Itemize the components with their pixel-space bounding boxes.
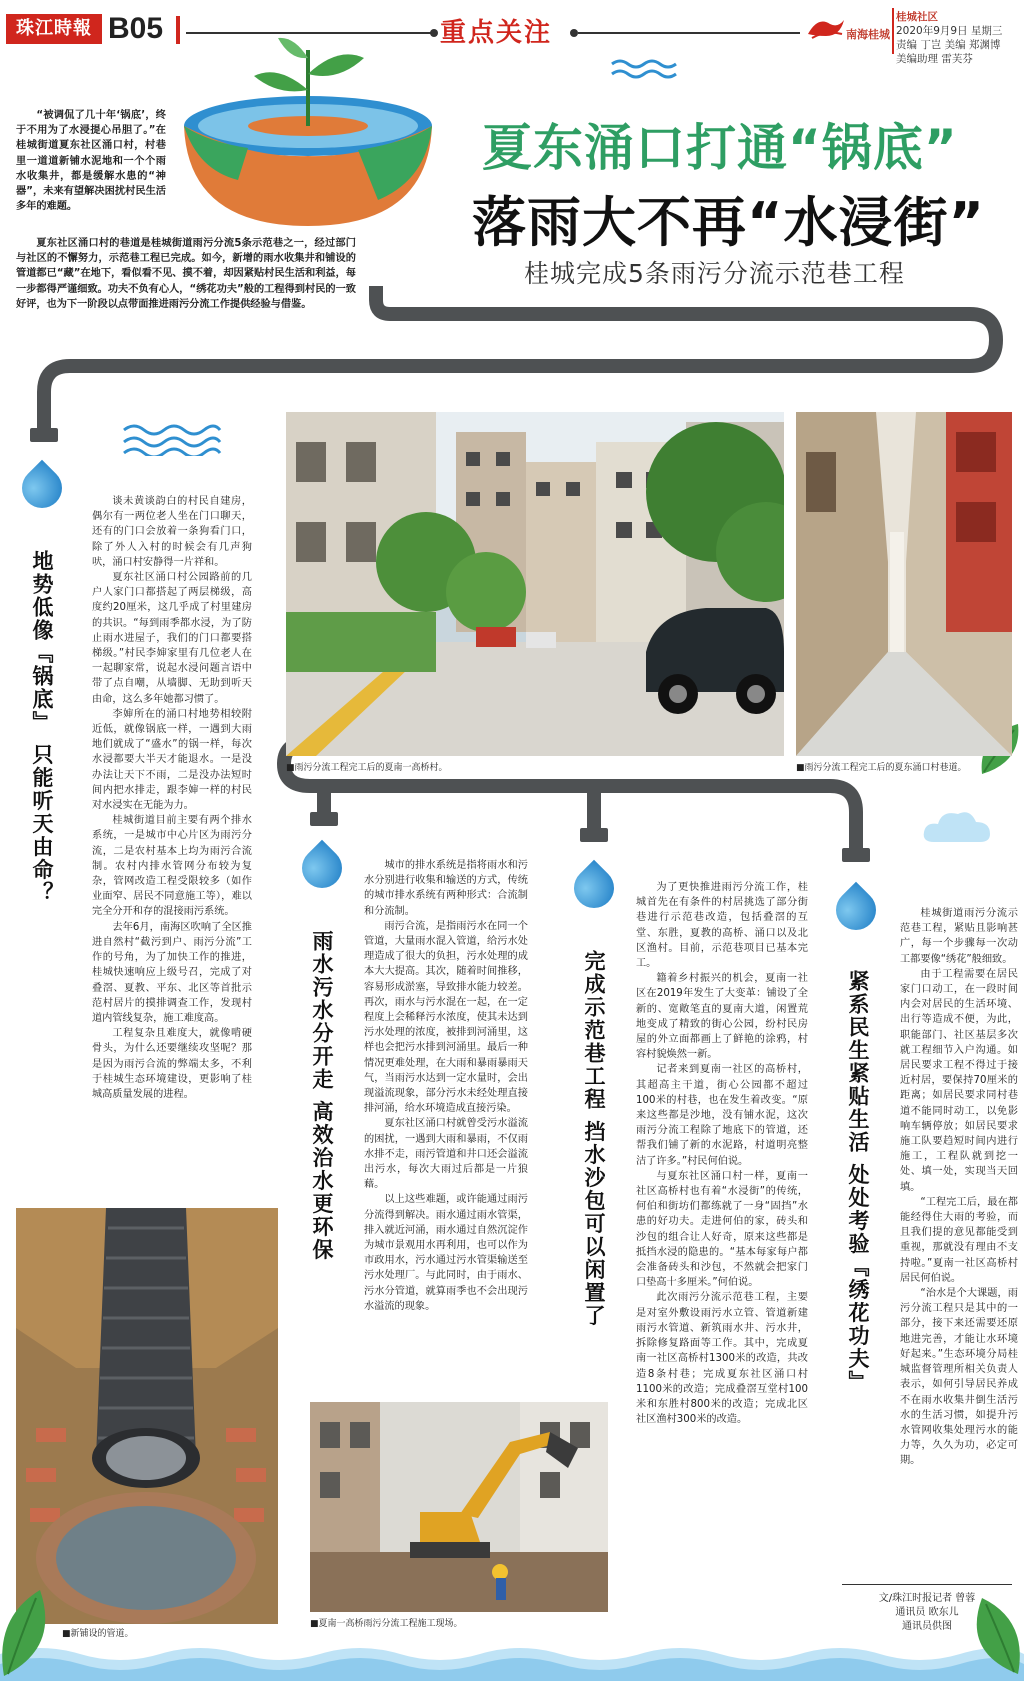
section-2-paragraph: 夏东社区涌口村就曾受污水溢流的困扰，一遇到大雨和暴雨，不仅雨水排不走，雨污管道和井口还会溢流出污水，每次大雨过后都是一片狼藉。 xyxy=(364,1118,528,1191)
section-3-paragraph: 籍着乡村振兴的机会，夏南一社区在2019年发生了大变革：铺设了全新的、宽敞笔直的夏南大道，闲置荒地变成了精致的街心公园，纷村民房屋的外立面都画上了鲜艳的涂鸦，村容村貌焕然一新。 xyxy=(636,973,808,1061)
lead-text-1: “被调侃了几十年‘锅底’，终于不用为了水浸提心吊胆了。”在桂城街道夏东社区涌口村，村巷里一道道新铺水泥地和一个个雨水收集井，都是缓解水患的“神器”，未来有望解决困扰村民生活多年的难题。 xyxy=(16,110,166,213)
staff-line-1: 责编 丁岂 美编 郑渊博 xyxy=(896,39,1001,51)
section-heading-1: 地势低像『锅底』 只能听天由命？ xyxy=(30,550,54,905)
cloud-icon xyxy=(922,808,992,848)
bottom-wave-decoration xyxy=(0,1636,1024,1681)
section-1-paragraph: 桂城街道目前主要有两个排水系统，一是城市中心片区为雨污分流，二是农村基本上均为雨污合流制。农村内排水管网分布较为复杂，管网改造工程受限较多（如作业面窄、居民不同意施工等），难以完全分开和存的混接雨污系统。 xyxy=(92,815,252,918)
section-heading-2: 雨水污水分开走 高效治水更环保 xyxy=(310,930,334,1262)
photo-caption-1: ■雨污分流工程完工后的夏南一高桥村。 xyxy=(286,763,448,773)
newspaper-brand: 珠江時報 xyxy=(6,14,102,44)
staff-line-2: 美编助理 雷芙芬 xyxy=(896,53,973,65)
section-3-paragraph: 此次雨污分流示范巷工程，主要是对室外敷设雨污水立管、管道新建雨污水管道、新筑雨水井、污水井，拆除修复路面等工作。其中，完成夏南一社区高桥村1300米的改造，共改造8条村巷；完成夏东社区涌口村1100米的改造；完成叠滘互堂村100米和东胜村800米的改造；完成北区社区渔村300米的改造。 xyxy=(636,1292,808,1426)
section-1-paragraph: 夏东社区涌口村公园路前的几户人家门口都搭起了两层梯级，高度约20厘米，这几乎成了村里建房的共识。“每到雨季都水浸，为了防止雨水进屋子，我们的门口都要搭梯级。”村民李婶家里有几位老人在一起聊家常，说起水浸问题言语中带了点自嘲，从墙脚、无助到听天由命，这么多年她都习惯了。 xyxy=(92,572,252,705)
leaf-corner-right-icon xyxy=(962,1596,1022,1680)
section-2-paragraph: 城市的排水系统是指将雨水和污水分别进行收集和输送的方式，传统的城市排水系统有两种形式：合流制和分流制。 xyxy=(364,860,528,917)
headline-line-1: 夏东涌口打通“锅底” xyxy=(482,119,958,177)
byline-correspondent: 通讯员 欧东儿 xyxy=(895,1607,959,1618)
section-2-paragraph: 以上这些难题，或许能通过雨污分流得到解决。雨水通过雨水管渠，排入就近河涌，雨水通过自然沉淀作为城市景观用水再利用，也可以作为市政用水，污水通过污水管渠输送至污水处理厂。与此同时，由于雨水、污水分管道，就算雨季也不会出现污水溢流的现象。 xyxy=(364,1194,528,1312)
issue-date: 2020年9月9日 星期三 xyxy=(896,25,1003,37)
photo-alley xyxy=(796,412,1012,756)
photo-new-pipe xyxy=(16,1208,278,1624)
section-3-body xyxy=(636,880,808,1546)
photo-village-street xyxy=(286,412,784,756)
lead-text-2: 夏东社区涌口村的巷道是桂城街道雨污分流5条示范巷之一，经过部门与社区的不懈努力，示范巷工程已完成。如今，新增的雨水收集井和铺设的管道都已“藏”在地下，看似看不见、摸不着，却因紧贴村民生活和利益，每一步都得严谨细致。功夫不负有心人，“绣花功夫”般的工程得到村民的一致好评，也为下一阶段以点带面推进雨污分流工作提供经验与借鉴。 xyxy=(16,238,356,310)
section-4-paragraph: 由于工程需要在居民家门口动工，在一段时间内会对居民的生活环境、出行等造成不便，为此，职能部门、社区基层多次就工程细节入户沟通。如居民要求工程不得过于接近村居，要保持70厘米的距离；如居民要求同村巷道不能同时动工，以免影响车辆停放；如居民要求施工队要趋短时间内进行施工，工程队就到挖一处、填一处，实现当天回填。 xyxy=(900,968,1018,1193)
section-1-paragraph: 工程复杂且难度大，就像啃硬骨头，为什么还要继续攻坚呢？那是因为雨污合流的弊端太多，不利于桂城生态环境建设，更影响了桂城高质量发展的进程。 xyxy=(92,1028,252,1100)
section-2-paragraph: 雨污合流，是指雨污水在同一个管道，大量雨水混入管道，给污水处理造成了很大的负担，污水处理的成本大大提高。其次，随着时间推移，容易形成淤塞，导致排水能力较差。再次，雨水与污水混在一起，在一定程度上会稀释污水浓度，使其未达到污水处理的浓度，被排到河涌里，这样也会把污水排到河涌里。最后一种情况更难处理，在大雨和暴雨暴雨天气，当雨污水达到一定水量时，会出现溢流现象，部分污水未经处理直接排河涌，给水环境造成直接污染。 xyxy=(364,920,528,1115)
page-number: B05 xyxy=(108,12,164,45)
photo-caption-4: ■夏南一高桥雨污分流工程施工现场。 xyxy=(310,1619,463,1629)
wave-decoration-left xyxy=(122,422,222,460)
channel-logo-text: 桂城社区 xyxy=(896,11,938,23)
photo-construction-site xyxy=(310,1402,608,1612)
section-4-paragraph: “治水是个大课题，雨污分流工程只是其中的一部分，接下来还需要还原地进完善，才能让水环境好起来。”生态环境分局桂城监督管理所相关负责人表示，如何引导居民养成不在雨水收集井倒生活污水的生活习惯，如提升污水管网收集处理污水的能力等，久久为功，必定可期。 xyxy=(900,1288,1018,1467)
headline-subtitle: 桂城完成5条雨污分流示范巷工程 xyxy=(524,259,905,288)
byline-photo: 通讯员供图 xyxy=(902,1621,952,1632)
section-4-paragraph: “工程完工后，最在都能经得住大雨的考验，而且我们提的意见都能受到重视，那就没有理由不支持啦。”夏南一社区高桥村居民何伯说。 xyxy=(900,1196,1018,1284)
section-heading-4: 紧系民生紧贴生活 处处考验『绣花功夫』 xyxy=(846,970,870,1394)
section-title: 重点关注 xyxy=(440,18,553,48)
channel-mark: 南海桂城 xyxy=(846,28,890,41)
leaf-corner-left-icon xyxy=(0,1588,60,1682)
section-3-paragraph: 为了更快推进雨污分流工作，桂城首先在有条件的村居挑选了部分街巷进行示范巷改造，包括叠滘的互堂、东胜，夏教的高桥、涌口以及北区渔村。目前，示范巷项目已基本完工。 xyxy=(636,882,808,970)
section-heading-3: 完成示范巷工程 挡水沙包可以闲置了 xyxy=(582,950,606,1328)
section-4-paragraph: 桂城街道雨污分流示范巷工程，紧贴且影响甚广，每一个步骤每一次动工都要像“绣花”般细致。 xyxy=(900,908,1018,965)
section-1-body xyxy=(92,494,252,1170)
credit-rule xyxy=(842,1584,1012,1585)
byline-reporter: 文/珠江时报记者 曾蓉 xyxy=(878,1593,976,1604)
section-3-paragraph: 记者来到夏南一社区的高桥村，其超高主干道，街心公园都不超过100米的村巷，也在发生着改变。“原来这些都是沙地，没有铺水泥，这次雨污分流工程除了地底下的管道，还帮我们铺了新的水泥路，村道明亮整洁了许多。”村民何伯说。 xyxy=(636,1064,808,1167)
section-1-paragraph: 谈未黄谈韵白的村民自建房，偶尔有一两位老人坐在门口聊天，还有的门口会放着一条狗看门口，除了外人入村的时候会有几声狗吠，涌口村安静得一片祥和。 xyxy=(92,496,252,568)
photo-caption-2: ■雨污分流工程完工后的夏东涌口村巷道。 xyxy=(796,763,967,773)
section-2-body xyxy=(364,858,528,1398)
section-3-paragraph: 与夏东社区涌口村一样，夏南一社区高桥村也有着“水浸街”的传统，何伯和街坊们都练就了一身“固挡”水患的好功夫。走进何伯的家，砖头和沙包的组合让人好奇，原来这些都是抵挡水浸的隐患的。“基本每家每户都会准备砖头和沙包，不然就会把家门口垫高十多厘米。”何伯说。 xyxy=(636,1170,808,1289)
section-1-paragraph: 李婶所在的涌口村地势相较附近低，就像锅底一样，一遇到大雨地们就成了“盛水”的锅一样，每次水浸都要大半天才能退水。一是没办法让天下不雨，二是没办法短时间内把水排走，跟李婶一样的村民对水浸实在无能为力。 xyxy=(92,708,252,812)
section-4-body xyxy=(900,906,1018,1570)
headline-line-2: 落雨大不再“水浸街” xyxy=(472,191,985,254)
photo-caption-3: ■新铺设的管道。 xyxy=(62,1629,134,1639)
section-1-paragraph: 去年6月，南海区吹响了全区推进自然村“截污到户、雨污分流”工作的号角，为了加快工作的推进，桂城快速响应上级号召，完成了对叠滘、夏教、平东、北区等首批示范村居片的摸排调查工作，发现村道内管线复杂，施工难度高。 xyxy=(92,921,252,1024)
